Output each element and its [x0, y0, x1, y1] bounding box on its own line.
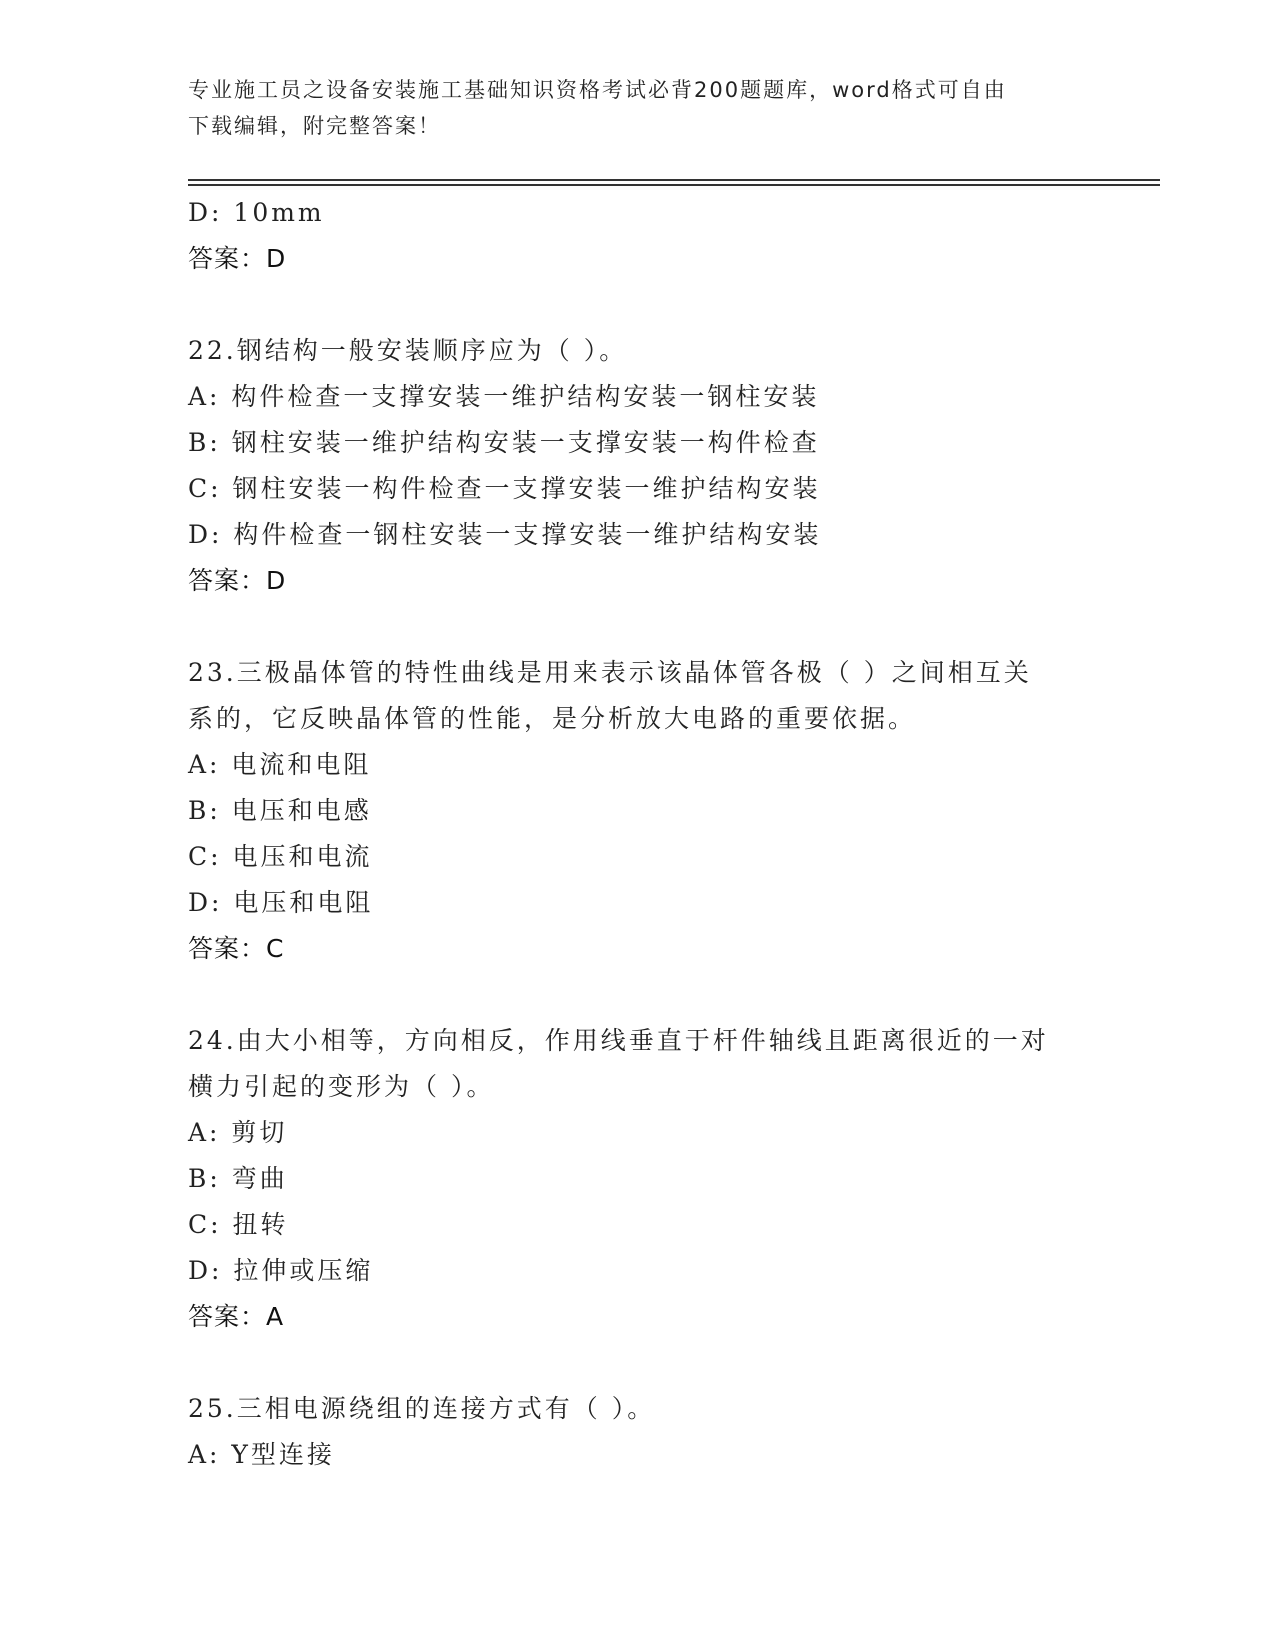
question-stem: 24.由大小相等，方向相反，作用线垂直于杆件轴线且距离很近的一对: [188, 1026, 1049, 1055]
option-a: A: 电流和电阻: [188, 750, 372, 779]
question-stem-continued: 系的，它反映晶体管的性能，是分析放大电路的重要依据。: [188, 704, 917, 733]
option-d: D: 电压和电阻: [188, 888, 374, 917]
header-rule-bottom: [188, 184, 1160, 186]
answer-line: 答案：C: [188, 934, 285, 963]
option-d: D: 拉伸或压缩: [188, 1256, 374, 1285]
option-d: D: 构件检查一钢柱安装一支撑安装一维护结构安装: [188, 520, 822, 549]
option-b: B: 弯曲: [188, 1164, 288, 1193]
answer-line: 答案：D: [188, 566, 287, 595]
spacer: [188, 1340, 1108, 1386]
answer-line: 答案：D: [188, 244, 287, 273]
spacer: [188, 604, 1108, 650]
header-line-1: 专业施工员之设备安装施工基础知识资格考试必背200题题库，word格式可自由: [188, 78, 1007, 102]
question-stem: 22.钢结构一般安装顺序应为（ ）。: [188, 336, 628, 365]
document-header: [188, 72, 1088, 144]
option-b: B: 电压和电感: [188, 796, 372, 825]
question-stem: 25.三相电源绕组的连接方式有（ ）。: [188, 1394, 656, 1423]
header-line-2: 下载编辑，附完整答案！: [188, 114, 441, 138]
option-b: B: 钢柱安装一维护结构安装一支撑安装一构件检查: [188, 428, 820, 457]
option-c: C: 扭转: [188, 1210, 289, 1239]
answer-line: 答案：A: [188, 1302, 285, 1331]
option-c: C: 钢柱安装一构件检查一支撑安装一维护结构安装: [188, 474, 821, 503]
question-25: [188, 1386, 1108, 1478]
spacer: [188, 282, 1108, 328]
question-stem: 23.三极晶体管的特性曲线是用来表示该晶体管各极（ ）之间相互关: [188, 658, 1032, 687]
option-a: A: 剪切: [188, 1118, 288, 1147]
question-23: [188, 650, 1108, 972]
spacer: [188, 972, 1108, 1018]
question-list: [188, 190, 1108, 1478]
question-22: [188, 328, 1108, 604]
header-rule-top: [188, 179, 1160, 181]
option-c: C: 电压和电流: [188, 842, 373, 871]
question-stem-continued: 横力引起的变形为（ ）。: [188, 1072, 495, 1101]
question-24: [188, 1018, 1108, 1340]
option-d: D: 10mm: [188, 198, 325, 227]
option-a: A: Y型连接: [188, 1440, 335, 1469]
option-a: A: 构件检查一支撑安装一维护结构安装一钢柱安装: [188, 382, 820, 411]
